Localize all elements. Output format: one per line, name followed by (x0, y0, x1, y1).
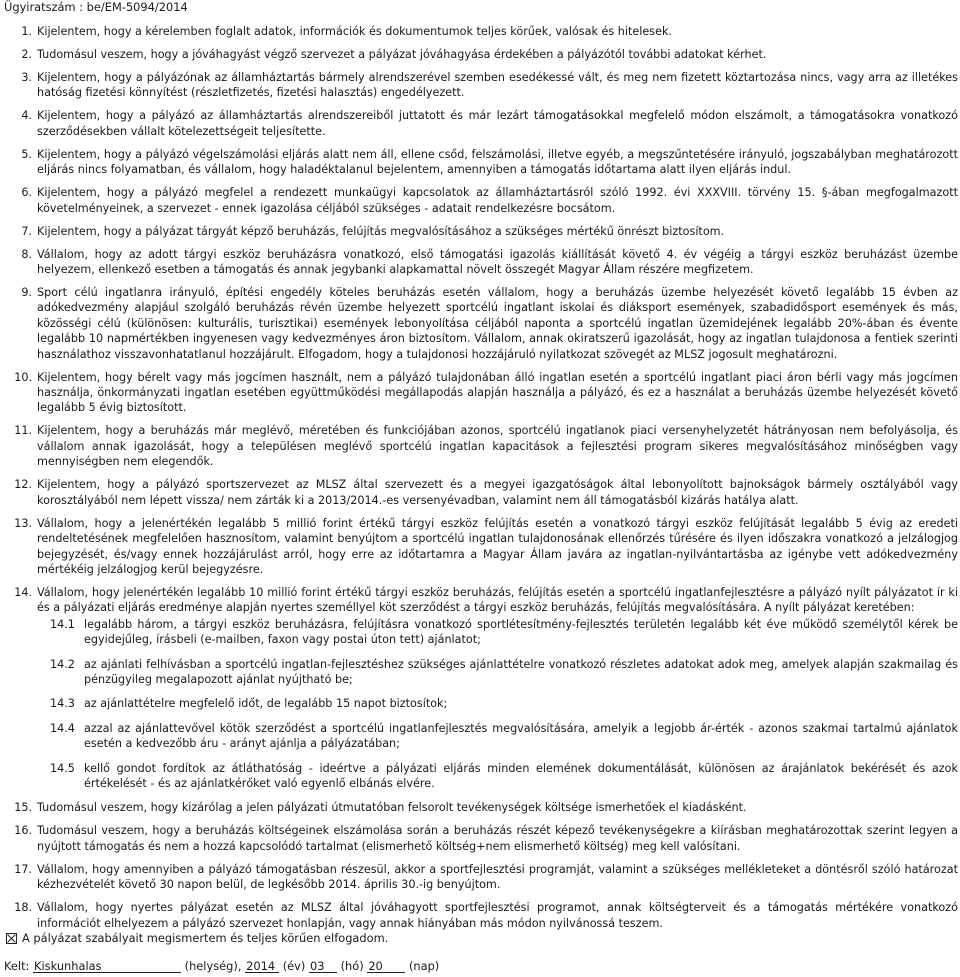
sub-item-number: 14.3 (50, 697, 75, 711)
item-number: 15. (14, 801, 32, 815)
sub-item-number: 14.1 (50, 617, 75, 631)
declaration-list (0, 24, 960, 939)
place-field[interactable]: Kiskunhalas (33, 960, 181, 973)
date-place-line (4, 959, 439, 974)
tender-requirements-list (37, 617, 958, 792)
item-text: Vállalom, hogy amennyiben a pályázó támogatásban részesül, akkor a sportfejlesztési programját, valamint a szükséges mellékleteket a döntésről szóló határozat kézhezvételét követő 30 napon belül, de legkésőbb 2014. április 30.-ig benyújtom. (37, 862, 958, 892)
item-number: 9. (21, 286, 32, 300)
declaration-item (0, 516, 960, 578)
declaration-item (0, 185, 960, 216)
item-text: Kijelentem, hogy a beruházás már meglévő, méretében és funkciójában azonos, sportcélú ingatlanok piaci versenyhelyzetét hátrányosan nem befolyásolja, és vállalom annak igazolását, hogy a településen meglévő sportcélú ingatlan kapacitások a fejlesztési program sikeres megvalósításához minőségben vagy mennyiségben nem elegendők. (37, 424, 958, 469)
item-number: 10. (14, 370, 32, 384)
item-text: Kijelentem, hogy bérelt vagy más jogcímen használt, nem a pályázó tulajdonában álló ingatlan esetén a sportcélú ingatlant piaci áron bérli vagy más jogcímen használja, önkormányzati ingatlan esetében együttműködési megállapodás alapján használja a pályázó, és ez a használat a beruházás üzembe helyezését követő legalább 5 évig biztosított. (37, 370, 958, 415)
sub-item-text: legalább három, a tárgyi eszköz beruházásra, felújításra vonatkozó sportlétesítmény-fejlesztés területén legalább két éve működő személytől kérek be egyidejűleg, írásbeli (e-mailben, faxon vagy postai úton tett) ajánlatot; (84, 617, 958, 647)
case-number: Ügyiratszám : be/EM-5094/2014 (4, 0, 188, 14)
sub-item (37, 617, 958, 648)
declaration-item (0, 224, 960, 239)
declaration-item (0, 423, 960, 469)
declaration-item (0, 47, 960, 62)
declaration-item (0, 247, 960, 278)
month-field[interactable]: 03 (309, 960, 337, 973)
accept-rules-row (6, 931, 388, 946)
declaration-item (0, 70, 960, 101)
item-text: Kijelentem, hogy a pályázó sportszervezet az MLSZ által szervezett és a megyei igazgatóságok által lebonyolított bajnokságok bármely osztályából vagy korosztályából nem lépett vissza/ nem zárták ki a 2013/2014.-es versenyévadban, valamint nem áll támogatásból kizárás hatálya alatt. (37, 478, 958, 507)
item-number: 2. (21, 48, 32, 61)
item-text: Kijelentem, hogy a pályázónak az államháztartás bármely alrendszerével szemben esedékessé vált, és meg nem fizetett köztartozása nincs, vagy arra az illetékes hatóság fizetési könnyítést (részletfizetés, fizetési halasztás) engedélyezett. (37, 71, 958, 100)
item-number: 4. (21, 109, 32, 123)
declaration-item (0, 800, 960, 815)
item-text: Sport célú ingatlanra irányuló, építési engedély köteles beruházás esetén vállalom, hogy a beruházás üzembe helyezését követő legalább 15 évben az adókedvezmény alapjául szolgáló beruházás révén üzembe helyezett sportcélú ingatlant iskolai és diáksport események, szabadidősport események és más, közösségi célú (különösen: kulturális, turisztikai) események lebonyolítása céljából naponta a sportcélú ingatlan üzemidejének legalább 20%-ában és évente legalább 10 napmértékben ingyenesen vagy kedvezményes áron biztosítom. Vállalom, annak okiratszerű igazolását, hogy az ingatlan tulajdonosa a fentiek szerinti használathoz visszavonhatatlanul hozzájárult. Elfogadom, hogy a tulajdonosi hozzájáruló nyilatkozat szövegét az MLSZ jogosult meghatározni. (37, 286, 958, 361)
year-label: (év) (282, 959, 306, 973)
item-number: 12. (14, 478, 32, 492)
item-number: 5. (21, 147, 32, 161)
item-number: 13. (14, 516, 32, 530)
declaration-item (0, 108, 960, 139)
sub-item (37, 721, 958, 752)
accept-rules-checkbox[interactable] (6, 933, 17, 944)
sub-item-text: azzal az ajánlattevővel kötök szerződést a sportcélú ingatlanfejlesztés megvalósítására, amelyik a legjobb ár-érték - azonos szakmai tartalmú ajánlatok esetén a kedvezőbb áru - arányt ajánlja a pályázatában; (84, 721, 958, 751)
item-text: Tudomásul veszem, hogy a beruházás költségeinek elszámolása során a beruházás részét képező tevékenységekre a kiírásban meghatározottak szerint legyen a nyújtott támogatás és nem a hozzá kapcsolódó tartalmat (elismerhető költség+nem elismerhető költség) meg kell valósítani. (37, 824, 958, 853)
item-text: Vállalom, hogy a jelenértékén legalább 5 millió forint értékű tárgyi eszköz felújítás esetén a vonatkozó tárgyi eszköz felújítását legalább 5 évig az eredeti rendeltetésének megfelelően hasznosítom, valamint benyújtom a sportcélú ingatlan tulajdonosának ellenőrzés tűrésére és ilyen időszakra vonatkozó a jelzálogjog bejegyzését, és/vagy ennek hozzájárulást arról, hogy erre az időtartamra a Magyar Állam javára az ingatlan-nyilvántartásba az igénybe vett adókedvezmény mértékéig jelzálogjog kerül bejegyzésre. (37, 516, 958, 576)
declaration-item (0, 24, 960, 39)
item-text: Tudomásul veszem, hogy a jóváhagyást végző szervezet a pályázat jóváhagyása érdekében a pályázótól további adatokat kérhet. (37, 48, 767, 61)
item-number: 3. (21, 71, 32, 84)
day-field[interactable]: 20 (367, 960, 405, 973)
item-number: 6. (21, 186, 32, 200)
place-label: (helység), (184, 959, 242, 973)
item-number: 8. (21, 247, 32, 261)
month-label: (hó) (340, 959, 364, 973)
item-number: 1. (21, 25, 32, 38)
item-text: Kijelentem, hogy a pályázat tárgyát képző beruházás, felújítás megvalósításához a szükséges mértékű önrészt biztosítom. (37, 224, 725, 238)
item-text: Vállalom, hogy nyertes pályázat esetén az MLSZ által jóváhagyott sportfejlesztési programot, annak költségterveit és a támogatás mértékére vonatkozó információt elhelyezem a pályázó szervezet honlapján, vagy annak hiányában más módon nyilvánossá teszem. (37, 901, 958, 930)
item-text: Tudomásul veszem, hogy kizárólag a jelen pályázati útmutatóban felsorolt tevékenységek költsége ismerhetőek el kiadásként. (37, 801, 747, 815)
item-text: Vállalom, hogy az adott tárgyi eszköz beruházásra vonatkozó, első támogatási igazolás kiállítását követő 4. év végéig a tárgyi eszköz beruházást üzembe helyezem, ellenkező esetben a támogatás és annak jegybanki alapkamattal növelt összegét Magyar Állam részére megfizetem. (37, 247, 958, 277)
year-field[interactable]: 2014 (245, 960, 279, 973)
sub-item-text: kellő gondot fordítok az átláthatóság - ideértve a pályázati eljárás minden elemének dokumentálását, különösen az árajánlatok bekérését és azok értékelését - és az ajánlatkérőket való egyenlő elbánás elvére. (84, 761, 958, 790)
sub-item (37, 696, 958, 711)
item-number: 14. (14, 585, 32, 599)
item-number: 17. (14, 862, 32, 876)
item-text: Kijelentem, hogy a kérelemben foglalt adatok, információk és dokumentumok teljes körűek, valósak és hitelesek. (37, 25, 672, 38)
sub-item-text: az ajánlati felhívásban a sportcélú ingatlan-fejlesztéshez szükséges ajánlattételre vonatkozó részletes adatokat adok meg, amelyek alapján szakmailag és pénzügyileg megalapozott ajánlat nyújtható be; (84, 657, 958, 686)
sub-item (37, 761, 958, 792)
item-number: 16. (14, 824, 32, 838)
declaration-item (0, 900, 960, 931)
sub-item-number: 14.2 (50, 657, 75, 671)
declaration-item (0, 370, 960, 416)
declaration-item (0, 147, 960, 178)
declaration-item (0, 285, 960, 362)
date-prefix: Kelt: (4, 959, 30, 973)
item-text: Kijelentem, hogy a pályázó végelszámolási eljárás alatt nem áll, ellene csőd, felszámolási, illetve egyéb, a megszűntetésére irányuló, jogszabályban meghatározott eljárás nincs folyamatban, és vállalom, hogy haladéktalanul bejelentem, amennyiben a támogatás időtartama alatt ilyen eljárás indul. (37, 147, 958, 177)
item-number: 11. (14, 424, 32, 438)
sub-item (37, 657, 958, 688)
sub-item-number: 14.5 (50, 761, 75, 775)
item-text: Vállalom, hogy jelenértékén legalább 10 millió forint értékű tárgyi eszköz beruházás, felújítás esetén a sportcélú ingatlanfejlesztésre a pályázó nyílt pályázatot ír ki és a pályázati eljárás eredménye alapján nyertes személlyel köt szerződést a tárgyi eszköz beruházás, felújítás megvalósítására. A nyílt pályázat keretében: (37, 585, 958, 615)
declaration-item (0, 862, 960, 893)
item-text: Kijelentem, hogy a pályázó megfelel a rendezett munkaügyi kapcsolatok az államháztartásról szóló 1992. évi XXXVIII. törvény 15. §-ában megfogalmazott követelményeinek, a szervezet - ennek igazolása céljából szükséges - adatait rendelkezésre bocsátom. (37, 186, 958, 215)
declaration-item (0, 585, 960, 791)
accept-rules-label: A pályázat szabályait megismertem és teljes körűen elfogadom. (22, 931, 389, 945)
sub-item-number: 14.4 (50, 721, 75, 735)
item-number: 7. (21, 224, 32, 238)
sub-item-text: az ajánlattételre megfelelő időt, de legalább 15 napot biztosítok; (84, 697, 448, 711)
item-text: Kijelentem, hogy a pályázó az államháztartás alrendszereiből juttatott és már lezárt támogatásokkal megfelelő módon elszámolt, a támogatásokra vonatkozó szerződésekben vállalt kötelezettségeit teljesítette. (37, 109, 958, 138)
declaration-item (0, 477, 960, 508)
declaration-item (0, 823, 960, 854)
item-number: 18. (14, 901, 32, 915)
day-label: (nap) (408, 959, 440, 973)
